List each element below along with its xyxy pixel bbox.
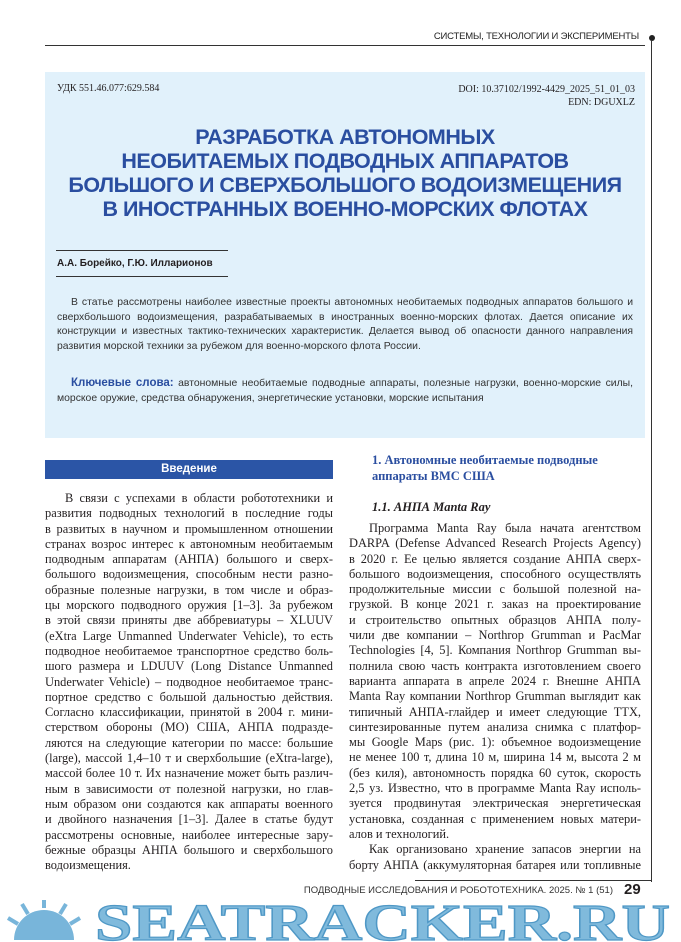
- text-line: стерством обороны (МО) США, АНПА подразде-: [45, 720, 333, 735]
- text-line: портное средство с большой дальностью действия.: [45, 689, 333, 704]
- text-line: зуется продвинутая электрическая энергетическая: [349, 796, 641, 811]
- text-line: (eXtra Large Unmanned Underwater Vehicle), то есть: [45, 628, 333, 643]
- footer-rule: [415, 880, 652, 881]
- text-line: чили две компании – Northrop Grumman и PacMar: [349, 628, 641, 643]
- text-line: бежные образцы АНПА большого и сверхбольшого: [45, 842, 333, 857]
- text-line: водоизмещения.: [45, 858, 131, 873]
- text-line: цы морского подводного оружия [1–3]. За рубежом: [45, 598, 333, 613]
- running-head: СИСТЕМЫ, ТЕХНОЛОГИИ И ЭКСПЕРИМЕНТЫ: [433, 31, 639, 42]
- title-line: РАЗРАБОТКА АВТОНОМНЫХ: [195, 125, 495, 149]
- text-line: (large), массой 1,4–10 т и сверхбольшие (eXtra-large),: [45, 751, 333, 766]
- page-number: 29: [624, 881, 641, 898]
- section-1-heading: 1. Автономные необитаемые подводные аппараты ВМС США: [372, 453, 598, 483]
- edn: EDN: DGUXLZ: [568, 97, 635, 108]
- sun-icon: [8, 900, 80, 940]
- watermark-logo: [0, 900, 681, 942]
- text-line: В связи с успехами в области робототехники и: [65, 491, 333, 505]
- text-line: грузкой. В конце 2021 г. заказ на проектирование: [349, 597, 641, 612]
- text-line: подводным аппаратам (АНПА) большого и сверх-: [45, 552, 333, 567]
- text-line: Manta Ray компании Northrop Grumman выглядит как: [349, 689, 641, 704]
- text-line: Underwater Vehicle) – подводное необитаемое транс-: [45, 674, 333, 689]
- journal-footer: ПОДВОДНЫЕ ИССЛЕДОВАНИЯ И РОБОТОТЕХНИКА. 2025. № 1 (51): [303, 885, 613, 896]
- margin-rule: [651, 40, 652, 882]
- text-line: Согласно классификации, принятой в 2004 г. мини-: [45, 705, 333, 720]
- title-line: В ИНОСТРАННЫХ ВОЕННО-МОРСКИХ ФЛОТАХ: [102, 197, 588, 221]
- left-column: [45, 491, 333, 873]
- text-line: подводное необитаемое транспортное средство боль-: [45, 643, 333, 658]
- title-line: НЕОБИТАЕМЫХ ПОДВОДНЫХ АППАРАТОВ: [121, 149, 569, 173]
- text-line: развития подводных технологий в последние годы: [45, 506, 333, 521]
- authors: А.А. Борейко, Г.Ю. Илларионов: [57, 258, 213, 269]
- text-line: образные полезные нагрузки, в том числе и образ-: [45, 582, 333, 597]
- text-line: массой более 10 т. Их назначение может быть различ-: [45, 766, 333, 781]
- author-rule-bottom: [56, 276, 228, 277]
- doi: DOI: 10.37102/1992-4429_2025_51_01_03: [458, 84, 635, 95]
- text-line: в развитых в научном и промышленном отношении: [45, 521, 333, 536]
- text-line: ным в зависимости от полезной нагрузки, но глав-: [45, 781, 333, 796]
- abstract: [57, 296, 633, 354]
- text-line: Technologies [4, 5]. Компания Northrop Grumman вы-: [349, 643, 641, 658]
- right-column: [349, 521, 641, 873]
- text-line: установка, созданная с применением новых матери-: [349, 811, 641, 826]
- subsection-1-1-heading: 1.1. АНПА Manta Ray: [372, 500, 491, 514]
- header-rule: [45, 45, 645, 46]
- text-line: мы Google Maps (рис. 1): объемное водоизмещение: [349, 735, 641, 750]
- text-line: в 2020 г. Ее целью является создание АНПА сверх-: [349, 551, 641, 566]
- text-line: большого водоизмещения, способным нести разно-: [45, 567, 333, 582]
- text-line: борту АНПА (аккумуляторная батарея или топливные: [349, 857, 641, 872]
- text-line: ляются на следующие категории по массе: большие: [45, 735, 333, 750]
- article-title: [45, 125, 645, 221]
- text-line: алов и технологий.: [349, 826, 450, 841]
- text-line: странах возрос интерес к автономным необитаемым: [45, 536, 333, 551]
- text-line: типичный АНПА-глайдер и имеет следующие ТТХ,: [349, 704, 641, 719]
- text-line: Как организовано хранение запасов энергии на: [369, 842, 641, 857]
- keywords: [57, 376, 633, 406]
- header-dot: [649, 35, 655, 41]
- keywords-label: Ключевые слова:: [71, 377, 174, 389]
- text-line: Программа Manta Ray была начата агентством: [369, 521, 641, 535]
- text-line: не менее 100 т, длина 10 м, ширина 14 м, высота 2 м: [349, 750, 641, 765]
- text-line: и строительство опытных образцов АНПА полу-: [349, 612, 641, 627]
- text-line: ным образом они создаются как аппараты военного: [45, 796, 333, 811]
- text-line: шого размера и LDUUV (Long Distance Unmanned: [45, 659, 333, 674]
- text-line: в этой связи приняты две аббревиатуры – XLUUV: [45, 613, 333, 628]
- text-line: и двойного назначения [1–3]. Далее в статье будут: [45, 812, 333, 827]
- text-line: (без киля), автономность порядка 60 суток, скорость: [349, 765, 641, 780]
- title-line: БОЛЬШОГО И СВЕРХБОЛЬШОГО ВОДОИЗМЕЩЕНИЯ: [68, 173, 622, 197]
- author-rule-top: [56, 250, 228, 251]
- intro-heading: Введение: [45, 460, 333, 479]
- watermark-text: SEATRACKER.RU: [95, 900, 670, 942]
- text-line: 2,5 уз. Известно, что в программе Manta Ray исполь-: [349, 781, 641, 796]
- text-line: синтезированные путем анализа снимка с платфор-: [349, 719, 641, 734]
- text-line: полнила свою часть контракта изготовлением своего: [349, 658, 641, 673]
- abstract-text: В статье рассмотрены наиболее известные проекты автономных необитаемых подводных аппаратов большого и сверхбольшого водоизмещения, разрабатываемых в иностранных военно-морских флотах. Дается описание их конструкции и известных тактико-технических характеристик. Делается вывод об опасности данного направления развития морской техники за рубежом для военно-морского флота России.: [57, 297, 633, 352]
- keywords-text: автономные необитаемые подводные аппараты, полезные нагрузки, военно-морские силы, морское оружие, средства обнаружения, энергетические установки, морские испытания: [57, 378, 633, 404]
- text-line: DARPA (Defense Advanced Research Projects Agency): [349, 536, 641, 551]
- udk-code: УДК 551.46.077:629.584: [57, 83, 160, 94]
- text-line: продолжительные миссии с большой полезной на-: [349, 582, 641, 597]
- text-line: большого водоизмещения, способного осуществлять: [349, 566, 641, 581]
- doi-block: [458, 83, 635, 109]
- text-line: рассмотрены основные, наиболее интересные зару-: [45, 827, 333, 842]
- text-line: варианта аппарата в апреле 2024 г. Внешне АНПА: [349, 673, 641, 688]
